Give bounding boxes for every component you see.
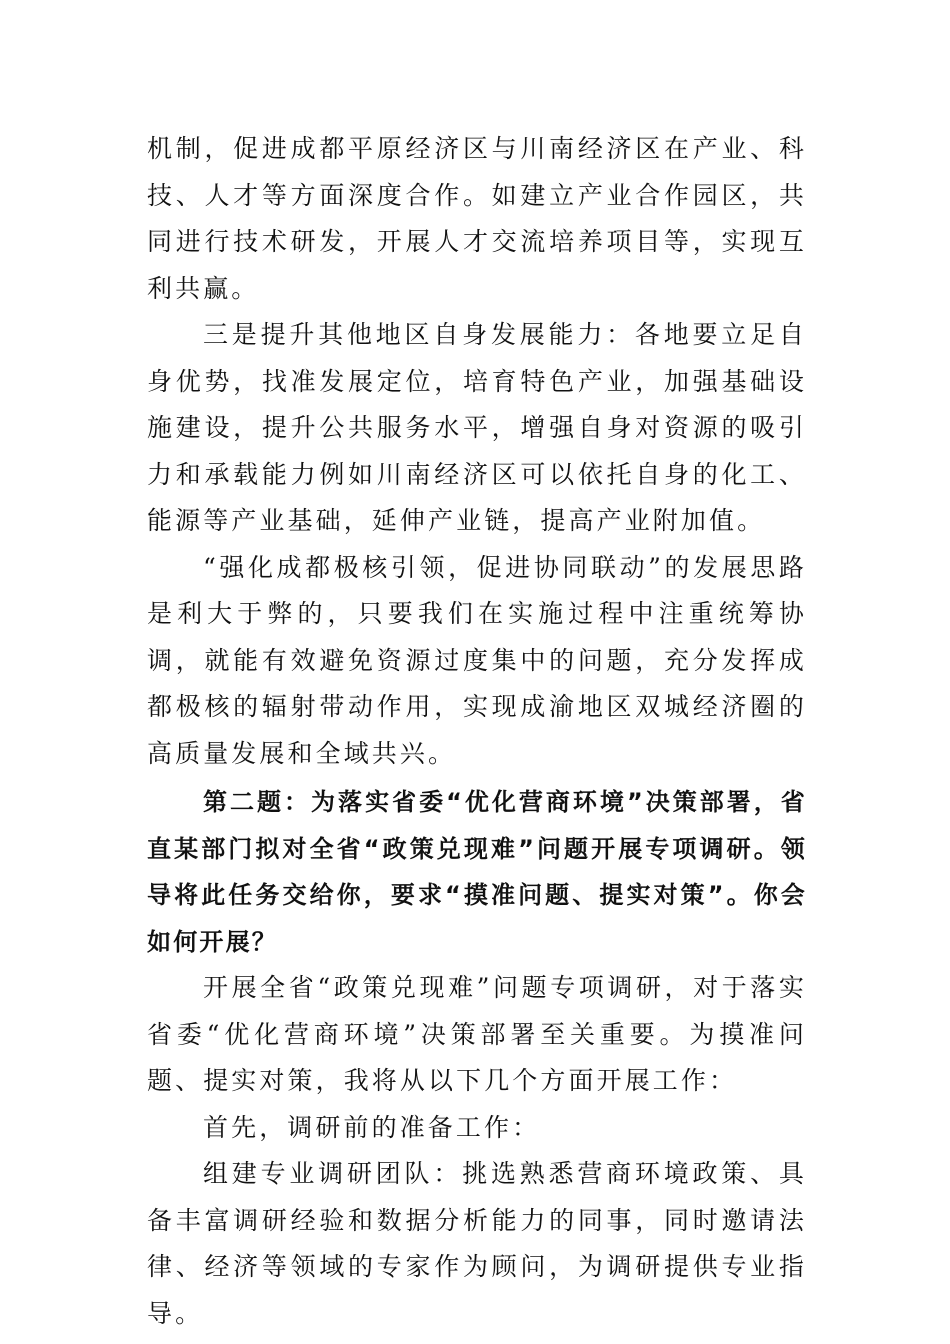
- body-paragraph: 组建专业调研团队：挑选熟悉营商环境政策、具备丰富调研经验和数据分析能力的同事，同时邀请法律、经济等领域的专家作为顾问，为调研提供专业指导。: [147, 1159, 807, 1328]
- body-paragraph: 三是提升其他地区自身发展能力：各地要立足自身优势，找准发展定位，培育特色产业，加强基础设施建设，提升公共服务水平，增强自身对资源的吸引力和承载能力例如川南经济区可以依托自身的化工、能源等产业基础，延伸产业链，提高产业附加值。: [147, 320, 807, 535]
- section-lead: 首先，调研前的准备工作：: [203, 1112, 541, 1142]
- body-paragraph: “强化成都极核引领，促进协同联动”的发展思路是利大于弊的，只要我们在实施过程中注重统筹协调，就能有效避免资源过度集中的问题，充分发挥成都极核的辐射带动作用，实现成渝地区双城经济圈的高质量发展和全域共兴。: [147, 552, 807, 768]
- document-page: [147, 126, 807, 1337]
- body-paragraph: 机制，促进成都平原经济区与川南经济区在产业、科技、人才等方面深度合作。如建立产业合作园区，共同进行技术研发，开展人才交流培养项目等，实现互利共赢。: [147, 134, 807, 303]
- body-paragraph: 开展全省“政策兑现难”问题专项调研，对于落实省委“优化营商环境”决策部署至关重要。为摸准问题、提实对策，我将从以下几个方面开展工作：: [147, 973, 807, 1095]
- question-heading: 第二题：为落实省委“优化营商环境”决策部署，省直某部门拟对全省“政策兑现难”问题开展专项调研。领导将此任务交给你，要求“摸准问题、提实对策”。你会如何开展？: [147, 788, 807, 956]
